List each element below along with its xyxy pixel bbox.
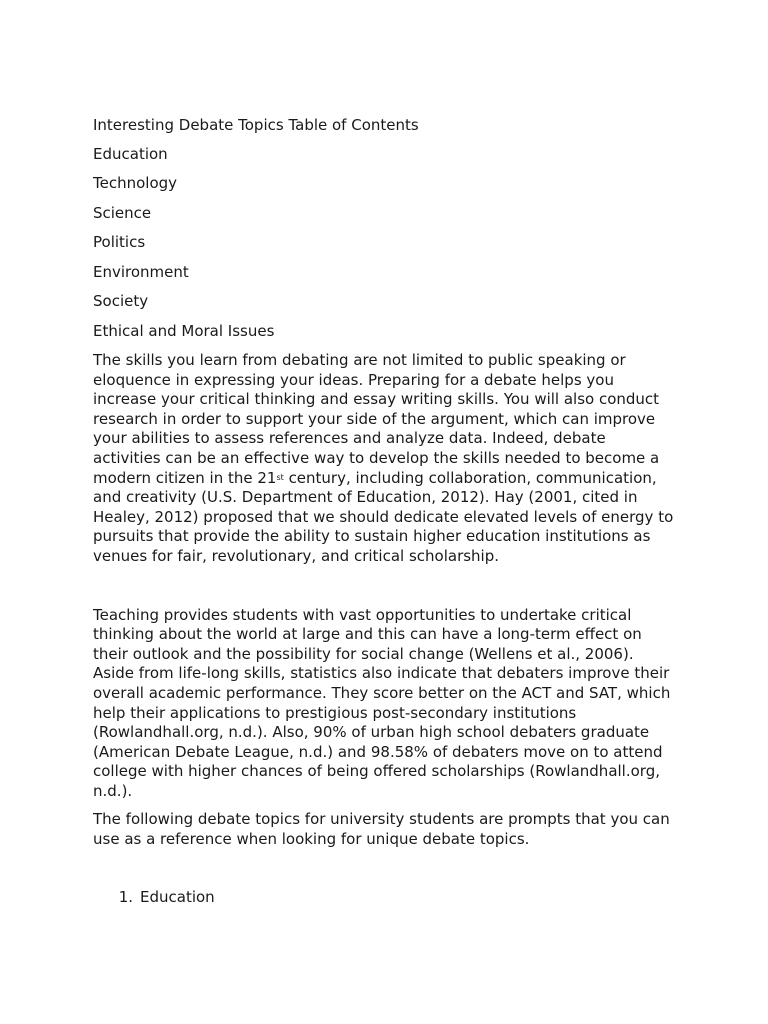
toc-item-ethical-moral-issues: Ethical and Moral Issues: [93, 321, 275, 340]
numbered-list-item: [93, 888, 678, 908]
paragraph-topics-intro: The following debate topics for university students are prompts that you can use as a reference when looking for unique debate topics.: [93, 810, 670, 849]
toc-item-education: Education: [93, 144, 168, 163]
toc-list: [93, 145, 678, 342]
toc-item-environment: Environment: [93, 262, 189, 281]
paragraph-debate-skills-part2: century, including collaboration, communication, and creativity (U.S. Department of Education, 2012). Hay (2001, cited in Healey, 2012) proposed that we should dedicate elevated levels of energy to pursuits that provide the ability to sustain higher education institutions as venues for fair, revolutionary, and critical scholarship.: [93, 468, 674, 565]
list-item-label: Education: [140, 887, 215, 906]
numbered-topic-list: [93, 888, 678, 908]
toc-item-politics: Politics: [93, 233, 146, 251]
toc-item-science: Science: [93, 203, 152, 222]
document-page: [93, 116, 678, 907]
toc-title: Interesting Debate Topics Table of Contents: [93, 116, 419, 134]
paragraph-debate-skills: [93, 351, 678, 567]
toc-item-technology: Technology: [93, 174, 178, 192]
ordinal-superscript: st: [276, 472, 284, 482]
toc-item-society: Society: [93, 292, 149, 310]
list-number: 1.: [118, 887, 133, 906]
paragraph-debate-skills-part1: The skills you learn from debating are not limited to public speaking or eloquence in expressing your ideas. Preparing for a debate helps you increase your critical thinking and essay writing skills. You will also conduct research in order to support your side of the argument, which can improve your abilities to assess references and analyze data. Indeed, debate activities can be an effective way to develop the skills needed to become a modern citizen in the 21: [93, 351, 660, 487]
paragraph-teaching-opportunities: Teaching provides students with vast opportunities to undertake critical thinking about the world at large and this can have a long-term effect on their outlook and the possibility for social change (Wellens et al., 2006). Aside from life-long skills, statistics also indicate that debaters improve their overall academic performance. They score better on the ACT and SAT, which help their applications to prestigious post-secondary institutions (Rowlandhall.org, n.d.). Also, 90% of urban high school debaters graduate (American Debate League, n.d.) and 98.58% of debaters move on to attend college with higher chances of being offered scholarships (Rowlandhall.org, n.d.).: [93, 605, 671, 800]
